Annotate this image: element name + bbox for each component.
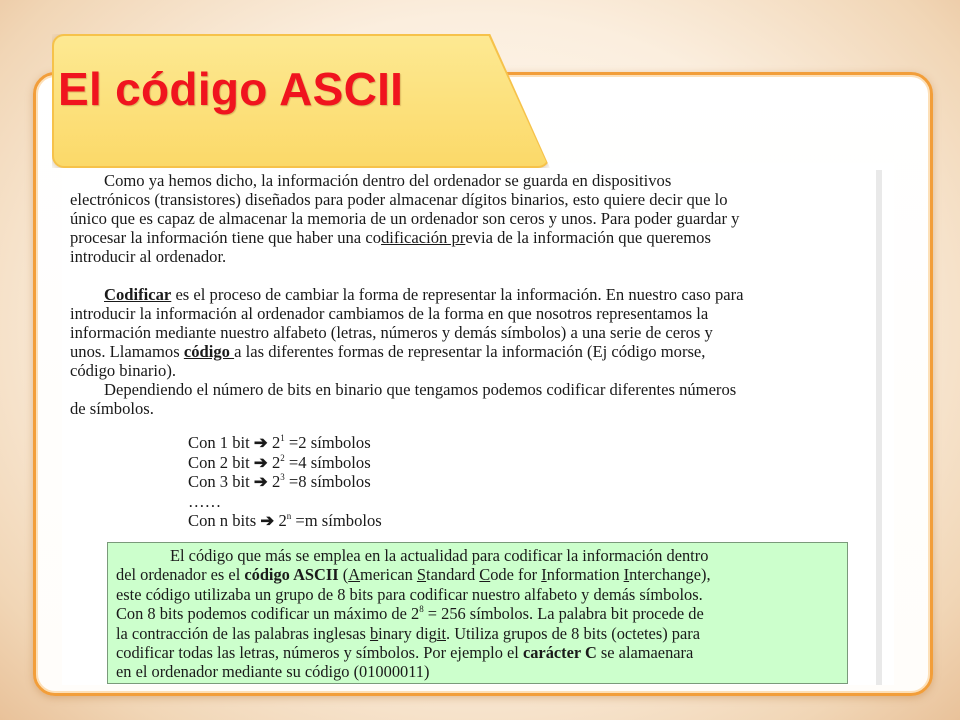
ascii-box-text: El código que más se emplea en la actualidad para codificar la información dentro del ordenador es el código ASCII (American Standard Code for Information Interchange), este código utilizaba un grupo de 8 bits para codificar nuestro alfabeto y demás símbolos. Con 8 bits podemos codificar un máximo de $2^8 = 256$ símbolos. La palabra bit procede de la contracción de las palabras inglesas binary digit. Utiliza grupos de 8 bits (octetes) para codificar todas las letras, números y símbolos. Por ejemplo el carácter C se alamaenara en el ordenador mediante su código (01000011) [116,546,711,682]
bits-line-2: de símbolos. [70,399,154,418]
intro-line-3: único que es capaz de almacenar la memoria de un ordenador son ceros y unos. Para poder guardar y [70,209,740,228]
codificar-line-4a: unos. Llamamos [70,342,184,361]
term-caracter-c: carácter C [522,643,597,663]
document-edge [876,170,882,685]
arrow-icon: ➔ [253,433,268,452]
formula-row: Con n bits ➔ $2^n =m$ símbolos [188,511,382,530]
intro-underlined: dificación pr [381,228,466,247]
codificar-line-4b: a las diferentes formas de representar la información (Ej código morse, [234,342,706,361]
formula-row: Con 3 bit ➔ $2^3 =8$ símbolos [188,472,371,491]
arrow-icon: ➔ [260,511,275,530]
slide-title: El código ASCII [58,63,404,115]
term-codificar: Codificar [104,285,172,304]
term-ascii: código ASCII [244,565,339,585]
box-line-7: en el ordenador mediante su código (01000011) [116,662,430,682]
codificar-line-3: información mediante nuestro alfabeto (letras, números y demás símbolos) a una serie de ceros y [70,323,713,342]
paragraph-bits [70,380,736,418]
term-codigo: código [183,342,235,361]
intro-line-5: introducir al ordenador. [70,247,227,266]
codificar-line-1: es el proceso de cambiar la forma de representar la información. En nuestro caso para [171,285,744,304]
box-line-3: este código utilizaba un grupo de 8 bits para codificar nuestro alfabeto y demás símbolos. [116,584,703,604]
formula-row: Con 1 bit ➔ $2^1 =2$ símbolos [188,433,371,452]
ascii-highlight-box [107,542,848,684]
formula-ellipsis: …… [188,491,222,511]
arrow-icon: ➔ [253,472,268,491]
paragraph-intro [70,171,739,266]
bit-formulas [188,433,382,531]
paragraph-codificar [70,285,744,380]
intro-line-4a: procesar la información tiene que haber una co [70,228,381,247]
codificar-line-5: código binario). [70,361,176,380]
intro-line-2: electrónicos (transistores) diseñados para poder almacenar dígitos binarios, esto quiere decir que lo [70,190,728,209]
intro-line-4b: evia de la información que queremos [465,228,711,247]
box-line-1: El código que más se emplea en la actualidad para codificar la información dentro [170,546,709,565]
arrow-icon: ➔ [253,452,268,472]
bits-line-1: Dependiendo el número de bits en binario que tengamos podemos codificar diferentes números [104,380,737,399]
codificar-line-2: introducir la información al ordenador cambiamos de la forma en que nosotros representamos la [70,304,709,323]
formula-row: Con 2 bit ➔ $2^2 =4$ símbolos [188,452,371,472]
intro-line-1: Como ya hemos dicho, la información dentro del ordenador se guarda en dispositivos [104,171,672,190]
